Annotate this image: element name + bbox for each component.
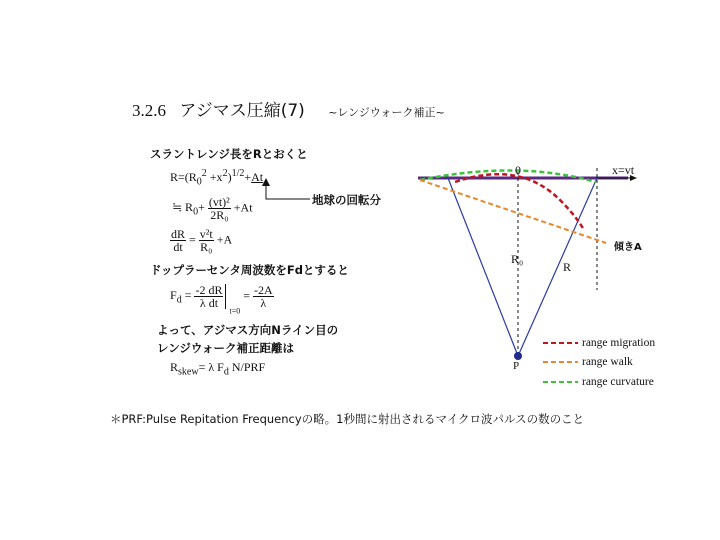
eq3-rhs-den: R₀ — [200, 240, 213, 254]
label-r: R — [563, 260, 572, 274]
eq3-rhs-num: v²t — [199, 227, 213, 241]
text-line-3: よって、アジマス方向Nライン目の — [157, 323, 339, 337]
line-right-to-p — [518, 178, 597, 356]
footnote: ＊PRF:Pulse Repitation Frequencyの略。1秒間に射出されるマイクロ波パルスの数のこと — [110, 412, 585, 426]
range-migration-curve — [455, 174, 584, 230]
eq4-lhs: $F_d$ = — [170, 288, 192, 306]
earth-rotation-label: 地球の回転分 — [312, 193, 381, 207]
label-origin: 0 — [515, 163, 521, 177]
legend-label-range-curvature: range curvature — [582, 376, 654, 388]
heading-number: 3.2.6 — [132, 101, 166, 120]
eq4-den: λ dt — [199, 296, 219, 310]
label-r0: R₀ — [511, 252, 524, 266]
eq4-subscript: t=0 — [229, 306, 241, 316]
eq4-equals: = — [243, 288, 250, 303]
eq3-lhs-den: dt — [173, 240, 183, 254]
text-line-2: ドップラーセンタ周波数をFdとすると — [150, 263, 349, 277]
equation-1: $R=(R_0^2 +x^2)^{1/2}+At$ — [170, 168, 264, 188]
target-point-p — [514, 352, 522, 360]
eq2-denominator: 2R₀ — [210, 208, 229, 222]
earth-arrow-head — [262, 178, 270, 186]
eq3-equals: = — [189, 232, 196, 247]
label-xvt: x=vt — [612, 163, 635, 177]
earth-arrow-line — [266, 184, 310, 199]
heading-title: アジマス圧縮(7) — [179, 101, 305, 121]
eq4-rhs-den: λ — [260, 296, 267, 310]
eq3-suffix: +A — [216, 232, 233, 247]
range-curvature-curve — [420, 170, 596, 182]
text-line-1: スラントレンジ長をRとおくと — [150, 147, 308, 161]
legend — [543, 337, 655, 388]
eq3-lhs-num: dR — [171, 227, 186, 241]
eq2-numerator: (vt)² — [208, 195, 230, 209]
legend-label-range-migration: range migration — [582, 337, 656, 349]
range-walk-line — [420, 180, 606, 243]
line-left-to-p — [448, 178, 518, 356]
label-p: P — [513, 360, 520, 372]
label-tilt-a: 傾きA — [614, 242, 642, 253]
eq2-prefix: ≒ $R_0+$ — [172, 200, 205, 218]
equation-5: $R_{skew}= \lambda$ $F_d$ N/PRF — [170, 360, 266, 378]
eq4-num: -2 dR — [195, 283, 223, 297]
legend-label-range-walk: range walk — [582, 356, 633, 368]
eq2-suffix: +At — [233, 200, 253, 215]
text-line-4: レンジウォーク補正距離は — [157, 341, 294, 355]
eq4-rhs-num: -2A — [253, 283, 273, 297]
heading-subtitle: ~レンジウォーク補正~ — [328, 106, 445, 119]
